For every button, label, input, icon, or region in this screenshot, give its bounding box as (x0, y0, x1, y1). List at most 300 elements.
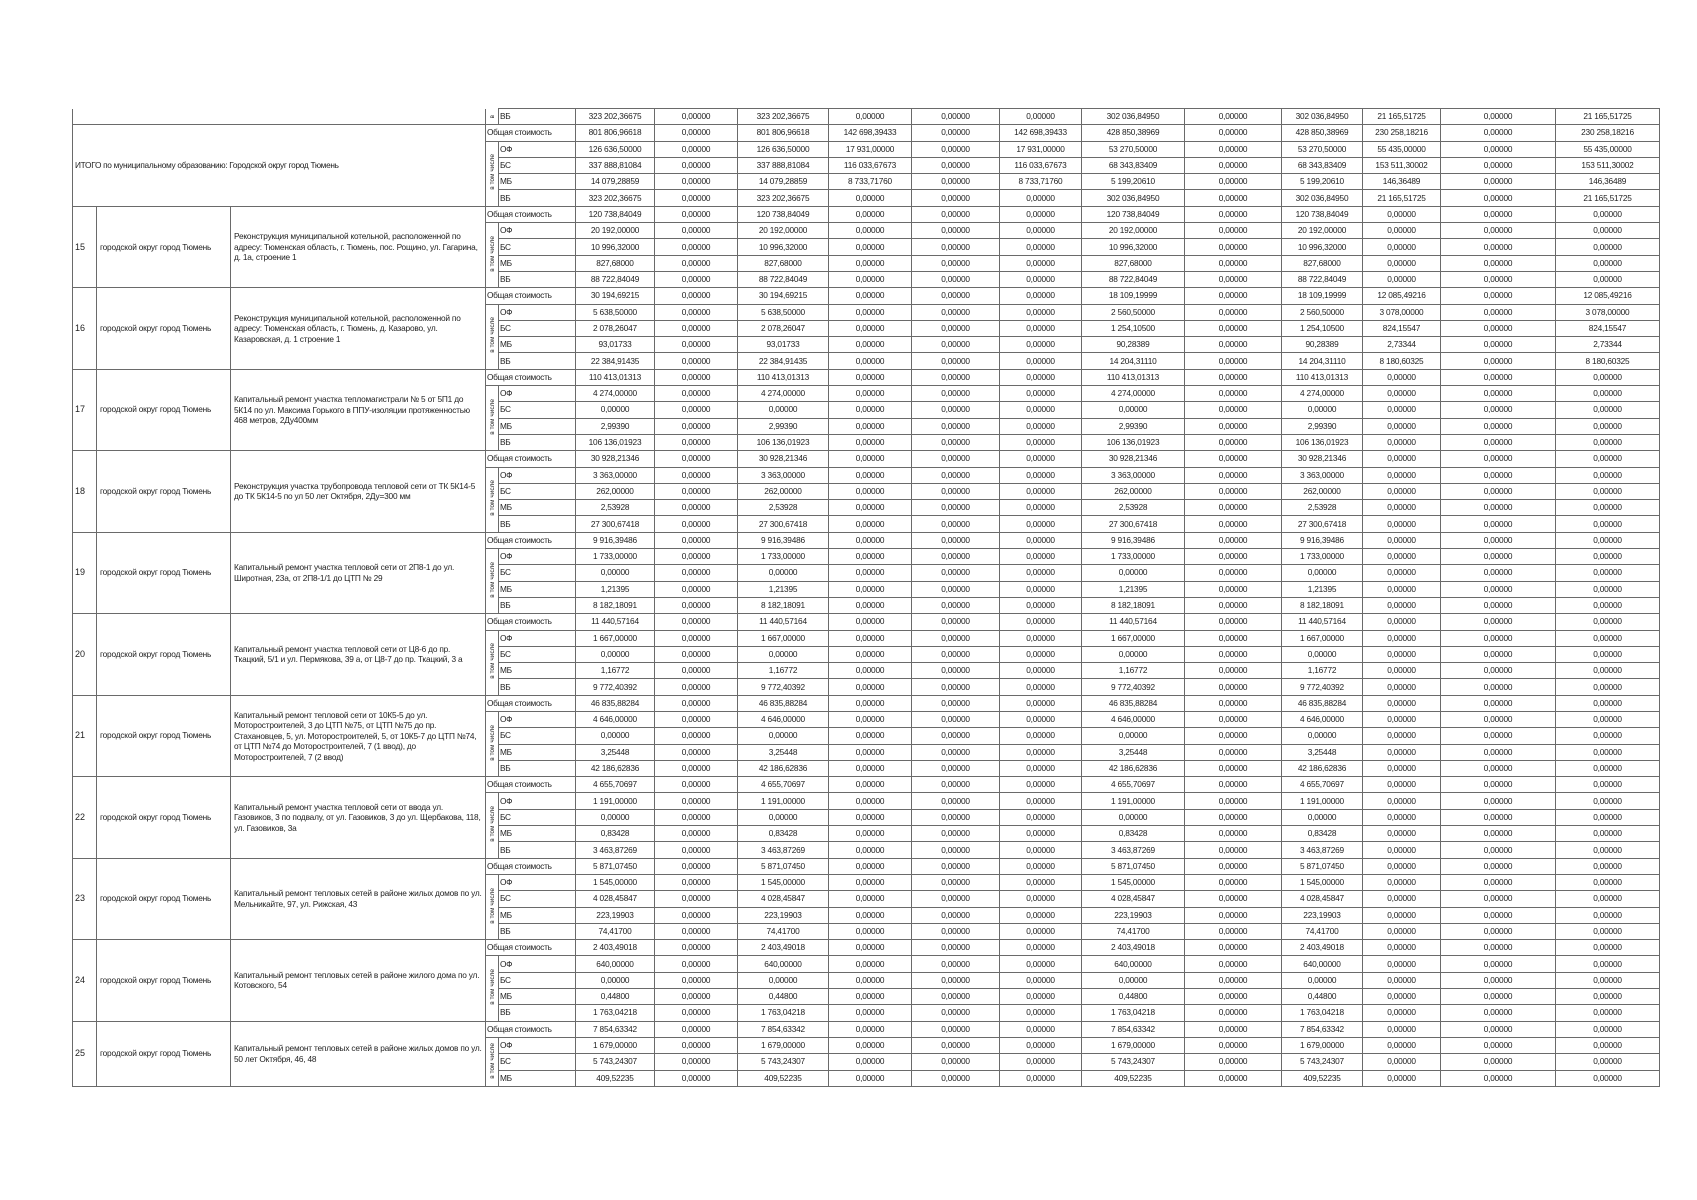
value-cell: 302 036,84950 (1082, 109, 1185, 125)
value-cell: 0,00000 (1000, 549, 1082, 565)
table-row (73, 532, 1660, 548)
value-cell: 0,00000 (912, 793, 1000, 809)
value-cell: 0,00000 (655, 369, 738, 385)
value-cell: 0,00000 (912, 255, 1000, 271)
source-label: Общая стоимость (486, 858, 576, 874)
value-cell: 0,00000 (912, 1070, 1000, 1086)
value-cell: 0,00000 (1441, 989, 1556, 1005)
value-cell: 2,99390 (738, 418, 829, 434)
project-description: Капитальный ремонт участка тепловой сети от Ц8-6 до пр. Ткацкий, 5/1 и ул. Пермякова, 39 а, от Ц8-7 до пр. Ткацкий, 3 а (231, 614, 486, 695)
value-cell: 1 679,00000 (576, 1037, 655, 1053)
value-cell: 0,00000 (655, 483, 738, 499)
value-cell: 0,00000 (829, 1005, 912, 1021)
value-cell: 0,00000 (1363, 1037, 1441, 1053)
project-description: Капитальный ремонт тепловой сети от 10К5-5 до ул. Моторостроителей, 3 до ЦТП №75, от ЦТП №75 до пр. Стахановцев, 5, ул. Моторостроителей, 5, от 10К5-7 до ЦТП №74, от ЦТП №74 до Моторостроителей, 7 (1 ввод), до Моторостроителей, 7 (2 ввод) (231, 695, 486, 776)
value-cell: 0,00000 (1441, 842, 1556, 858)
value-cell: 0,00000 (1000, 418, 1082, 434)
value-cell: 1 679,00000 (1282, 1037, 1363, 1053)
value-cell: 0,00000 (1185, 891, 1282, 907)
value-cell: 0,00000 (1000, 109, 1082, 125)
value-cell: 0,00000 (1185, 532, 1282, 548)
value-cell: 0,00000 (1363, 989, 1441, 1005)
value-cell: 1 191,00000 (738, 793, 829, 809)
value-cell: 0,00000 (1000, 907, 1082, 923)
value-cell: 0,00000 (1556, 206, 1660, 222)
value-cell: 0,00000 (1185, 972, 1282, 988)
value-cell: 827,68000 (576, 255, 655, 271)
value-cell: 0,00000 (655, 434, 738, 450)
value-cell: 30 194,69215 (738, 288, 829, 304)
value-cell: 0,00000 (1363, 826, 1441, 842)
value-cell: 9 916,39486 (738, 532, 829, 548)
value-cell: 0,00000 (1441, 451, 1556, 467)
value-cell: 0,00000 (829, 190, 912, 206)
value-cell: 0,00000 (1363, 597, 1441, 613)
value-cell: 0,00000 (1000, 1005, 1082, 1021)
value-cell: 0,00000 (829, 532, 912, 548)
value-cell: 90,28389 (1282, 337, 1363, 353)
value-cell: 0,00000 (1556, 891, 1660, 907)
source-label: Общая стоимость (486, 288, 576, 304)
value-cell: 0,00000 (655, 940, 738, 956)
source-label: ВБ (499, 353, 576, 369)
value-cell: 0,00000 (912, 972, 1000, 988)
value-cell: 230 258,18216 (1363, 125, 1441, 141)
value-cell: 0,00000 (576, 646, 655, 662)
value-cell: 1 763,04218 (576, 1005, 655, 1021)
value-cell: 0,00000 (1000, 434, 1082, 450)
source-label: Общая стоимость (486, 125, 576, 141)
value-cell: 223,19903 (576, 907, 655, 923)
value-cell: 0,00000 (1363, 500, 1441, 516)
value-cell: 0,00000 (655, 337, 738, 353)
value-cell: 0,00000 (829, 369, 912, 385)
value-cell: 1,16772 (1282, 663, 1363, 679)
value-cell: 0,00000 (1000, 940, 1082, 956)
value-cell: 0,00000 (1000, 483, 1082, 499)
value-cell: 0,00000 (1185, 1005, 1282, 1021)
value-cell: 0,00000 (829, 549, 912, 565)
value-cell: 0,00000 (1556, 858, 1660, 874)
value-cell: 0,00000 (1441, 304, 1556, 320)
value-cell: 2 078,26047 (738, 320, 829, 336)
source-label: ВБ (499, 271, 576, 287)
value-cell: 0,00000 (912, 891, 1000, 907)
value-cell: 0,00000 (1185, 728, 1282, 744)
value-cell: 0,00000 (829, 451, 912, 467)
value-cell: 0,00000 (829, 793, 912, 809)
value-cell: 0,00000 (738, 402, 829, 418)
value-cell: 0,00000 (1441, 793, 1556, 809)
value-cell: 142 698,39433 (829, 125, 912, 141)
value-cell: 9 772,40392 (576, 679, 655, 695)
municipality: городской округ город Тюмень (97, 451, 231, 532)
value-cell: 110 413,01313 (738, 369, 829, 385)
value-cell: 0,00000 (1000, 842, 1082, 858)
value-cell: 0,00000 (1185, 842, 1282, 858)
value-cell: 0,00000 (912, 141, 1000, 157)
source-label: МБ (499, 826, 576, 842)
source-label: МБ (499, 581, 576, 597)
value-cell: 27 300,67418 (1082, 516, 1185, 532)
value-cell: 0,00000 (1441, 777, 1556, 793)
value-cell: 120 738,84049 (576, 206, 655, 222)
value-cell: 0,00000 (1363, 386, 1441, 402)
value-cell: 0,00000 (912, 646, 1000, 662)
value-cell: 0,00000 (829, 695, 912, 711)
value-cell: 30 928,21346 (1282, 451, 1363, 467)
project-description: Реконструкция участка трубопровода тепловой сети от ТК 5К14-5 до ТК 5К14-5 по ул 50 лет Октября, 2Ду=300 мм (231, 451, 486, 532)
value-cell: 0,00000 (1185, 695, 1282, 711)
incl-label: в том числе (486, 956, 499, 1021)
value-cell: 0,00000 (1000, 581, 1082, 597)
value-cell: 0,00000 (829, 320, 912, 336)
value-cell: 0,00000 (1441, 891, 1556, 907)
table-row (73, 695, 1660, 711)
value-cell: 22 384,91435 (576, 353, 655, 369)
value-cell: 0,00000 (1000, 467, 1082, 483)
value-cell: 0,00000 (912, 777, 1000, 793)
source-label: ВБ (499, 109, 576, 125)
value-cell: 0,00000 (1082, 809, 1185, 825)
project-description: Реконструкция муниципальной котельной, расположенной по адресу: Тюменская область, г. Тюмень, д. Казарово, ул. Казаровская, д. 1 строение 1 (231, 288, 486, 369)
value-cell: 223,19903 (738, 907, 829, 923)
value-cell: 20 192,00000 (576, 223, 655, 239)
value-cell: 0,00000 (1000, 353, 1082, 369)
value-cell: 0,44800 (738, 989, 829, 1005)
value-cell: 0,00000 (1556, 826, 1660, 842)
value-cell: 8 733,71760 (1000, 174, 1082, 190)
value-cell: 0,00000 (1441, 1037, 1556, 1053)
value-cell: 0,44800 (1282, 989, 1363, 1005)
value-cell: 0,00000 (829, 1054, 912, 1070)
value-cell: 0,00000 (912, 271, 1000, 287)
value-cell: 0,00000 (655, 157, 738, 173)
value-cell: 0,00000 (1000, 1054, 1082, 1070)
value-cell: 2,73344 (1363, 337, 1441, 353)
value-cell: 302 036,84950 (1282, 190, 1363, 206)
value-cell: 0,00000 (1556, 1005, 1660, 1021)
value-cell: 0,00000 (1000, 760, 1082, 776)
value-cell: 0,00000 (1556, 777, 1660, 793)
value-cell: 0,00000 (1082, 972, 1185, 988)
project-number: 25 (73, 1021, 97, 1086)
source-label: ОФ (499, 549, 576, 565)
project-description: Капитальный ремонт участка тепловой сети от 2П8-1 до ул. Широтная, 23а, от 2П8-1/1 до ЦТП № 29 (231, 532, 486, 613)
value-cell: 0,00000 (1000, 874, 1082, 890)
value-cell: 3,25448 (576, 744, 655, 760)
value-cell: 0,00000 (829, 646, 912, 662)
value-cell: 110 413,01313 (576, 369, 655, 385)
value-cell: 30 928,21346 (738, 451, 829, 467)
source-label: ОФ (499, 223, 576, 239)
value-cell: 126 636,50000 (576, 141, 655, 157)
value-cell: 323 202,36675 (738, 190, 829, 206)
value-cell: 0,00000 (1441, 630, 1556, 646)
value-cell: 8 180,60325 (1556, 353, 1660, 369)
value-cell: 3 363,00000 (576, 467, 655, 483)
value-cell: 0,00000 (829, 679, 912, 695)
value-cell: 2,99390 (1082, 418, 1185, 434)
value-cell: 5 871,07450 (738, 858, 829, 874)
value-cell: 1 191,00000 (1282, 793, 1363, 809)
municipality: городской округ город Тюмень (97, 532, 231, 613)
value-cell: 0,00000 (655, 842, 738, 858)
value-cell: 0,00000 (1556, 255, 1660, 271)
value-cell: 0,00000 (912, 614, 1000, 630)
value-cell: 0,44800 (1082, 989, 1185, 1005)
value-cell: 0,00000 (1000, 500, 1082, 516)
value-cell: 2,73344 (1556, 337, 1660, 353)
value-cell: 0,00000 (829, 288, 912, 304)
value-cell: 0,00000 (1185, 109, 1282, 125)
value-cell: 0,00000 (1441, 516, 1556, 532)
value-cell: 4 655,70697 (738, 777, 829, 793)
value-cell: 0,00000 (829, 972, 912, 988)
value-cell: 116 033,67673 (829, 157, 912, 173)
value-cell: 4 274,00000 (738, 386, 829, 402)
value-cell: 20 192,00000 (1282, 223, 1363, 239)
value-cell: 0,00000 (1185, 239, 1282, 255)
value-cell: 0,00000 (1556, 972, 1660, 988)
value-cell: 110 413,01313 (1082, 369, 1185, 385)
value-cell: 17 931,00000 (829, 141, 912, 157)
value-cell: 0,44800 (576, 989, 655, 1005)
value-cell: 88 722,84049 (738, 271, 829, 287)
value-cell: 10 996,32000 (738, 239, 829, 255)
value-cell: 0,00000 (1185, 320, 1282, 336)
value-cell: 21 165,51725 (1556, 190, 1660, 206)
project-number: 23 (73, 858, 97, 939)
value-cell: 0,00000 (655, 549, 738, 565)
value-cell: 5 871,07450 (1282, 858, 1363, 874)
value-cell: 0,00000 (829, 630, 912, 646)
value-cell: 0,00000 (655, 826, 738, 842)
value-cell: 0,00000 (655, 858, 738, 874)
source-label: ВБ (499, 679, 576, 695)
source-label: Общая стоимость (486, 206, 576, 222)
value-cell: 0,00000 (1000, 777, 1082, 793)
project-number: 18 (73, 451, 97, 532)
value-cell: 0,00000 (1000, 989, 1082, 1005)
value-cell: 2,53928 (1282, 500, 1363, 516)
value-cell: 0,00000 (655, 239, 738, 255)
value-cell: 10 996,32000 (1282, 239, 1363, 255)
value-cell: 1 545,00000 (576, 874, 655, 890)
value-cell: 337 888,81084 (576, 157, 655, 173)
value-cell: 4 028,45847 (576, 891, 655, 907)
value-cell: 0,00000 (655, 989, 738, 1005)
value-cell: 5 871,07450 (576, 858, 655, 874)
source-label: БС (499, 565, 576, 581)
value-cell: 0,00000 (655, 467, 738, 483)
value-cell: 0,00000 (1000, 891, 1082, 907)
value-cell: 0,00000 (1556, 793, 1660, 809)
value-cell: 223,19903 (1282, 907, 1363, 923)
value-cell: 0,00000 (1441, 483, 1556, 499)
value-cell: 0,00000 (1556, 874, 1660, 890)
value-cell: 0,00000 (1000, 288, 1082, 304)
value-cell: 0,00000 (1185, 549, 1282, 565)
incl-label: в том числе (486, 386, 499, 451)
value-cell: 0,00000 (1000, 630, 1082, 646)
value-cell: 120 738,84049 (1082, 206, 1185, 222)
value-cell: 0,00000 (1000, 223, 1082, 239)
value-cell: 0,00000 (1185, 711, 1282, 727)
value-cell: 0,00000 (1363, 663, 1441, 679)
project-number: 24 (73, 940, 97, 1021)
value-cell: 3 463,87269 (576, 842, 655, 858)
value-cell: 0,00000 (829, 402, 912, 418)
value-cell: 2 560,50000 (1282, 304, 1363, 320)
value-cell: 11 440,57164 (738, 614, 829, 630)
value-cell: 0,00000 (1082, 402, 1185, 418)
value-cell: 0,00000 (1363, 842, 1441, 858)
project-number: 15 (73, 206, 97, 287)
value-cell: 88 722,84049 (1282, 271, 1363, 287)
value-cell: 0,00000 (1556, 451, 1660, 467)
value-cell: 0,00000 (829, 777, 912, 793)
value-cell: 1,21395 (1082, 581, 1185, 597)
value-cell: 0,00000 (1556, 760, 1660, 776)
value-cell: 0,00000 (912, 369, 1000, 385)
value-cell: 0,00000 (1185, 581, 1282, 597)
value-cell: 5 638,50000 (576, 304, 655, 320)
value-cell: 153 511,30002 (1556, 157, 1660, 173)
value-cell: 0,00000 (912, 386, 1000, 402)
value-cell: 0,00000 (1441, 1005, 1556, 1021)
value-cell: 0,00000 (912, 190, 1000, 206)
table-row (73, 369, 1660, 385)
value-cell: 0,00000 (1363, 891, 1441, 907)
value-cell: 18 109,19999 (1282, 288, 1363, 304)
value-cell: 0,00000 (1185, 630, 1282, 646)
value-cell: 0,00000 (1000, 646, 1082, 662)
value-cell: 17 931,00000 (1000, 141, 1082, 157)
value-cell: 0,00000 (1185, 223, 1282, 239)
value-cell: 2,99390 (576, 418, 655, 434)
value-cell: 0,00000 (829, 858, 912, 874)
value-cell: 0,00000 (1441, 549, 1556, 565)
project-description: Капитальный ремонт тепловых сетей в районе жилых домов по ул. Мельникайте, 97, ул. Рижская, 43 (231, 858, 486, 939)
value-cell: 0,00000 (1441, 614, 1556, 630)
value-cell: 4 028,45847 (1282, 891, 1363, 907)
value-cell: 0,00000 (655, 353, 738, 369)
source-label: ВБ (499, 842, 576, 858)
value-cell: 0,00000 (912, 597, 1000, 613)
value-cell: 90,28389 (1082, 337, 1185, 353)
value-cell: 1,21395 (1282, 581, 1363, 597)
value-cell: 0,00000 (1441, 1070, 1556, 1086)
value-cell: 409,52235 (1282, 1070, 1363, 1086)
value-cell: 106 136,01923 (1082, 434, 1185, 450)
value-cell: 68 343,83409 (1282, 157, 1363, 173)
financing-table (72, 108, 1660, 1087)
value-cell: 0,00000 (655, 646, 738, 662)
value-cell: 0,00000 (655, 418, 738, 434)
value-cell: 0,00000 (1185, 679, 1282, 695)
value-cell: 0,00000 (1000, 1021, 1082, 1037)
value-cell: 0,00000 (1000, 728, 1082, 744)
value-cell: 0,00000 (655, 760, 738, 776)
value-cell: 3,25448 (738, 744, 829, 760)
source-label: МБ (499, 255, 576, 271)
value-cell: 0,00000 (829, 565, 912, 581)
value-cell: 27 300,67418 (738, 516, 829, 532)
source-label: МБ (499, 1070, 576, 1086)
value-cell: 1,21395 (738, 581, 829, 597)
value-cell: 0,00000 (1556, 1037, 1660, 1053)
value-cell: 0,00000 (655, 793, 738, 809)
value-cell: 74,41700 (1282, 923, 1363, 939)
value-cell: 1 254,10500 (1082, 320, 1185, 336)
value-cell: 0,00000 (829, 826, 912, 842)
value-cell: 1 733,00000 (1282, 549, 1363, 565)
value-cell: 0,00000 (912, 956, 1000, 972)
value-cell: 0,00000 (912, 1054, 1000, 1070)
value-cell: 5 871,07450 (1082, 858, 1185, 874)
value-cell: 5 199,20610 (1082, 174, 1185, 190)
source-label: ВБ (499, 760, 576, 776)
value-cell: 0,00000 (1185, 777, 1282, 793)
value-cell: 0,00000 (912, 874, 1000, 890)
value-cell: 409,52235 (1082, 1070, 1185, 1086)
source-label: Общая стоимость (486, 940, 576, 956)
value-cell: 4 274,00000 (1082, 386, 1185, 402)
value-cell: 14 204,31110 (1082, 353, 1185, 369)
value-cell: 323 202,36675 (738, 109, 829, 125)
value-cell: 8 182,18091 (1282, 597, 1363, 613)
value-cell: 0,00000 (1363, 483, 1441, 499)
value-cell: 0,00000 (1000, 386, 1082, 402)
value-cell: 640,00000 (1082, 956, 1185, 972)
value-cell: 0,00000 (1363, 793, 1441, 809)
value-cell: 262,00000 (1082, 483, 1185, 499)
value-cell: 0,00000 (1441, 597, 1556, 613)
value-cell: 0,00000 (1185, 304, 1282, 320)
value-cell: 0,00000 (1556, 989, 1660, 1005)
value-cell: 0,00000 (1363, 614, 1441, 630)
value-cell: 0,00000 (1185, 174, 1282, 190)
value-cell: 0,00000 (829, 483, 912, 499)
value-cell: 0,00000 (912, 858, 1000, 874)
value-cell: 1 191,00000 (576, 793, 655, 809)
value-cell: 0,00000 (912, 940, 1000, 956)
value-cell: 0,00000 (1363, 972, 1441, 988)
value-cell: 0,00000 (1185, 744, 1282, 760)
value-cell: 30 194,69215 (576, 288, 655, 304)
value-cell: 1 733,00000 (1082, 549, 1185, 565)
value-cell: 0,00000 (829, 923, 912, 939)
value-cell: 0,00000 (1441, 369, 1556, 385)
value-cell: 0,00000 (1556, 581, 1660, 597)
table-row (73, 777, 1660, 793)
project-description: Капитальный ремонт тепловых сетей в районе жилого дома по ул. Котовского, 54 (231, 940, 486, 1021)
value-cell: 1 679,00000 (738, 1037, 829, 1053)
value-cell: 68 343,83409 (1082, 157, 1185, 173)
value-cell: 0,00000 (738, 972, 829, 988)
value-cell: 0,00000 (912, 809, 1000, 825)
value-cell: 0,00000 (829, 614, 912, 630)
value-cell: 0,00000 (1000, 858, 1082, 874)
value-cell: 0,00000 (1185, 614, 1282, 630)
value-cell: 0,00000 (1363, 516, 1441, 532)
value-cell: 640,00000 (576, 956, 655, 972)
source-label: МБ (499, 744, 576, 760)
value-cell: 46 835,88284 (1282, 695, 1363, 711)
source-label: БС (499, 972, 576, 988)
value-cell: 0,00000 (1363, 760, 1441, 776)
